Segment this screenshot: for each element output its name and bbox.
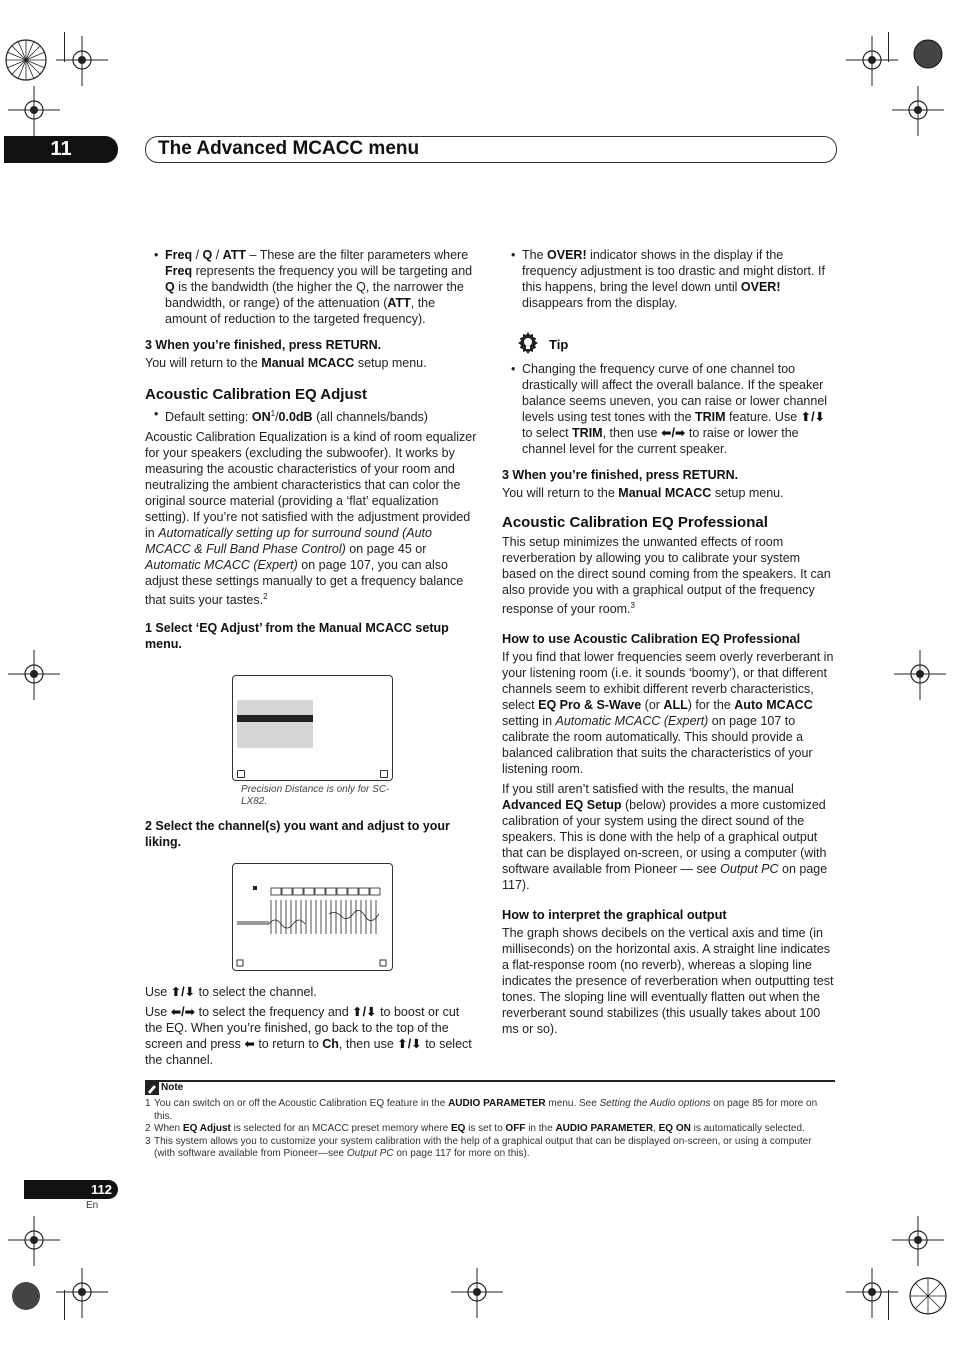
- registration-mark-icon: [0, 1266, 56, 1326]
- screen-icon-left: [237, 770, 245, 778]
- crosshair-icon: [4, 646, 64, 706]
- selected-menu-row: [237, 715, 313, 722]
- crosshair-icon: [4, 1212, 64, 1272]
- subheading-how-to-use: How to use Acoustic Calibration EQ Professional: [502, 631, 801, 647]
- left-column-bottom: [145, 984, 478, 1072]
- footnote-3: 3 This system allows you to customize your system calibration with the help of a graphical output that can be displayed on-screen, or using a computer (with software available from Pioneer—see Output PC on page 117 for more on this).: [145, 1135, 812, 1159]
- tip-bullet: • Changing the frequency curve of one channel too drastically will affect the overall balance. If the speaker balance seems uneven, you can raise or lower channel levels using test tones with the TRIM feature. Use ⬆/⬇ to select TRIM, then use ⬅/➡ to raise or lower the channel level for the current speaker.: [502, 361, 835, 457]
- section-title-eq-adjust: Acoustic Calibration EQ Adjust: [145, 386, 367, 403]
- crosshair-icon: [842, 1264, 902, 1324]
- default-setting: • Default setting: $ON^1/0.0dB$ (all channels/bands): [145, 406, 478, 425]
- eq-band-graph: [233, 864, 392, 970]
- step-3-text: You will return to the Manual MCACC setup menu.: [145, 356, 427, 370]
- left-column: [145, 247, 478, 654]
- lightbulb-icon: [516, 331, 540, 355]
- eq-adjust-paragraph: Acoustic Calibration Equalization is a kind of room equalizer for your speakers (excluding the subwoofer). It works by measuring the acoustic characteristics of your room and neutralizing the ambient characteristics that can color the original source material (providing a ‘flat’ equalization setting). If you’re not satisfied with the adjustment provided in Automatically setting up for surround sound (Auto MCACC & Full Band Phase Control) on page 45 or Automatic MCACC (Expert) on page 107, you can also adjust these settings manually to get a frequency balance that suits your tastes.$^2$: [145, 430, 477, 608]
- footnote-1: 1 You can switch on or off the Acoustic Calibration EQ feature in the AUDIO PARAMETER menu. See Setting the Audio options on page 85 for more on this.: [145, 1098, 818, 1122]
- left-column-step2: [145, 810, 478, 852]
- step-1-heading: 1 Select ‘EQ Adjust’ from the Manual MCACC setup menu.: [145, 621, 449, 652]
- step-2-heading: 2 Select the channel(s) you want and adjust to your liking.: [145, 819, 450, 849]
- interpret-graph-paragraph: The graph shows decibels on the vertical axis and time (in milliseconds) on the horizontal axis. A straight line indicates a flat-response room (no reverb), whereas a sloping line indicates the presence of reverberation when outputting test tones. The sloping line will eventually flatten out when the reverberant sound stabilizes (this usually takes about 100 ms or so).: [502, 926, 834, 1037]
- tip-header: [502, 331, 835, 357]
- note-icon: [145, 1082, 159, 1095]
- chapter-number: 11: [4, 136, 118, 163]
- osd-screen-eq-adjust: [232, 863, 393, 971]
- section-title-eq-professional: Acoustic Calibration EQ Professional: [502, 514, 768, 531]
- crosshair-icon: [447, 1264, 507, 1324]
- use-instruction-1: Use ⬆/⬇ to select the channel.: [145, 985, 317, 999]
- subheading-interpret-graph: How to interpret the graphical output: [502, 907, 727, 923]
- language-label: En: [86, 1200, 99, 1211]
- crosshair-icon: [52, 1264, 112, 1324]
- page-number: 112: [24, 1180, 118, 1199]
- how-to-use-paragraph-2: If you still aren’t satisfied with the results, the manual Advanced EQ Setup (below) provides a more customized calibration of your system using the direct sound of the speakers. This is done with the help of a graphical output that can be displayed on-screen, or using a computer (with software available from Pioneer — see Output PC on page 117).: [502, 782, 828, 893]
- bullet-freq-q-att: • Freq / Q / ATT – These are the filter parameters where Freq represents the frequency you will be targeting and Q is the bandwidth (the higher the Q, the narrower the bandwidth, or range) of the attenuation (ATT, the amount of reduction to the targeted frequency).: [145, 247, 478, 327]
- crosshair-icon: [4, 82, 64, 142]
- step-3-heading: 3 When you’re finished, press RETURN.: [145, 338, 382, 352]
- use-instruction-2: Use ⬅/➡ to select the frequency and ⬆/⬇ to boost or cut the EQ. When you’re finished, go back to the top of the screen and press ⬅ to return to Ch, then use ⬆/⬇ to select the channel.: [145, 1005, 472, 1067]
- crosshair-icon: [888, 1212, 948, 1272]
- notes-divider: [145, 1080, 835, 1082]
- screen-caption: Precision Distance is only for SC-LX82.: [241, 784, 390, 807]
- registration-mark-icon: [898, 1266, 954, 1326]
- step-3-text-right: You will return to the Manual MCACC setup menu.: [502, 486, 784, 500]
- footnotes: [145, 1098, 835, 1161]
- crosshair-icon: [890, 646, 950, 706]
- chapter-title: The Advanced MCACC menu: [158, 138, 420, 159]
- bullet-over-indicator: • The OVER! indicator shows in the display if the frequency adjustment is too drastic and might distort. If this happens, bring the level down until OVER! disappears from the display.: [502, 247, 835, 311]
- right-column: [502, 247, 835, 1041]
- screen-icon-right: [380, 770, 388, 778]
- eq-professional-paragraph: This setup minimizes the unwanted effects of room reverberation by allowing you to calibrate your system based on the direct sound coming from the speakers. It can also provide you with a graphical output of the frequency response of your room.$^3$: [502, 535, 831, 617]
- osd-screen-manual-mcacc: [232, 675, 393, 781]
- step-3-heading-right: 3 When you’re finished, press RETURN.: [502, 468, 739, 482]
- registration-mark-icon: [898, 30, 954, 90]
- note-label: Note: [161, 1082, 184, 1093]
- registration-mark-icon: [0, 30, 56, 90]
- how-to-use-paragraph-1: If you find that lower frequencies seem overly reverberant in your listening room (i.e. it sounds ‘boomy’), or that different channels seem to exhibit different reverb characteristics, select EQ Pro & S-Wave (or ALL) for the Auto MCACC setting in Automatic MCACC (Expert) on page 107 to calibrate the room automatically. This should provide a balanced calibration that suits the characteristics of your listening room.: [502, 650, 834, 777]
- footnote-2: 2 When EQ Adjust is selected for an MCACC preset memory where EQ is set to OFF in the AUDIO PARAMETER, EQ ON is automatically selected.: [145, 1123, 805, 1134]
- tip-label: Tip: [549, 337, 569, 352]
- chapter-title-bar: [145, 136, 837, 163]
- crosshair-icon: [888, 82, 948, 142]
